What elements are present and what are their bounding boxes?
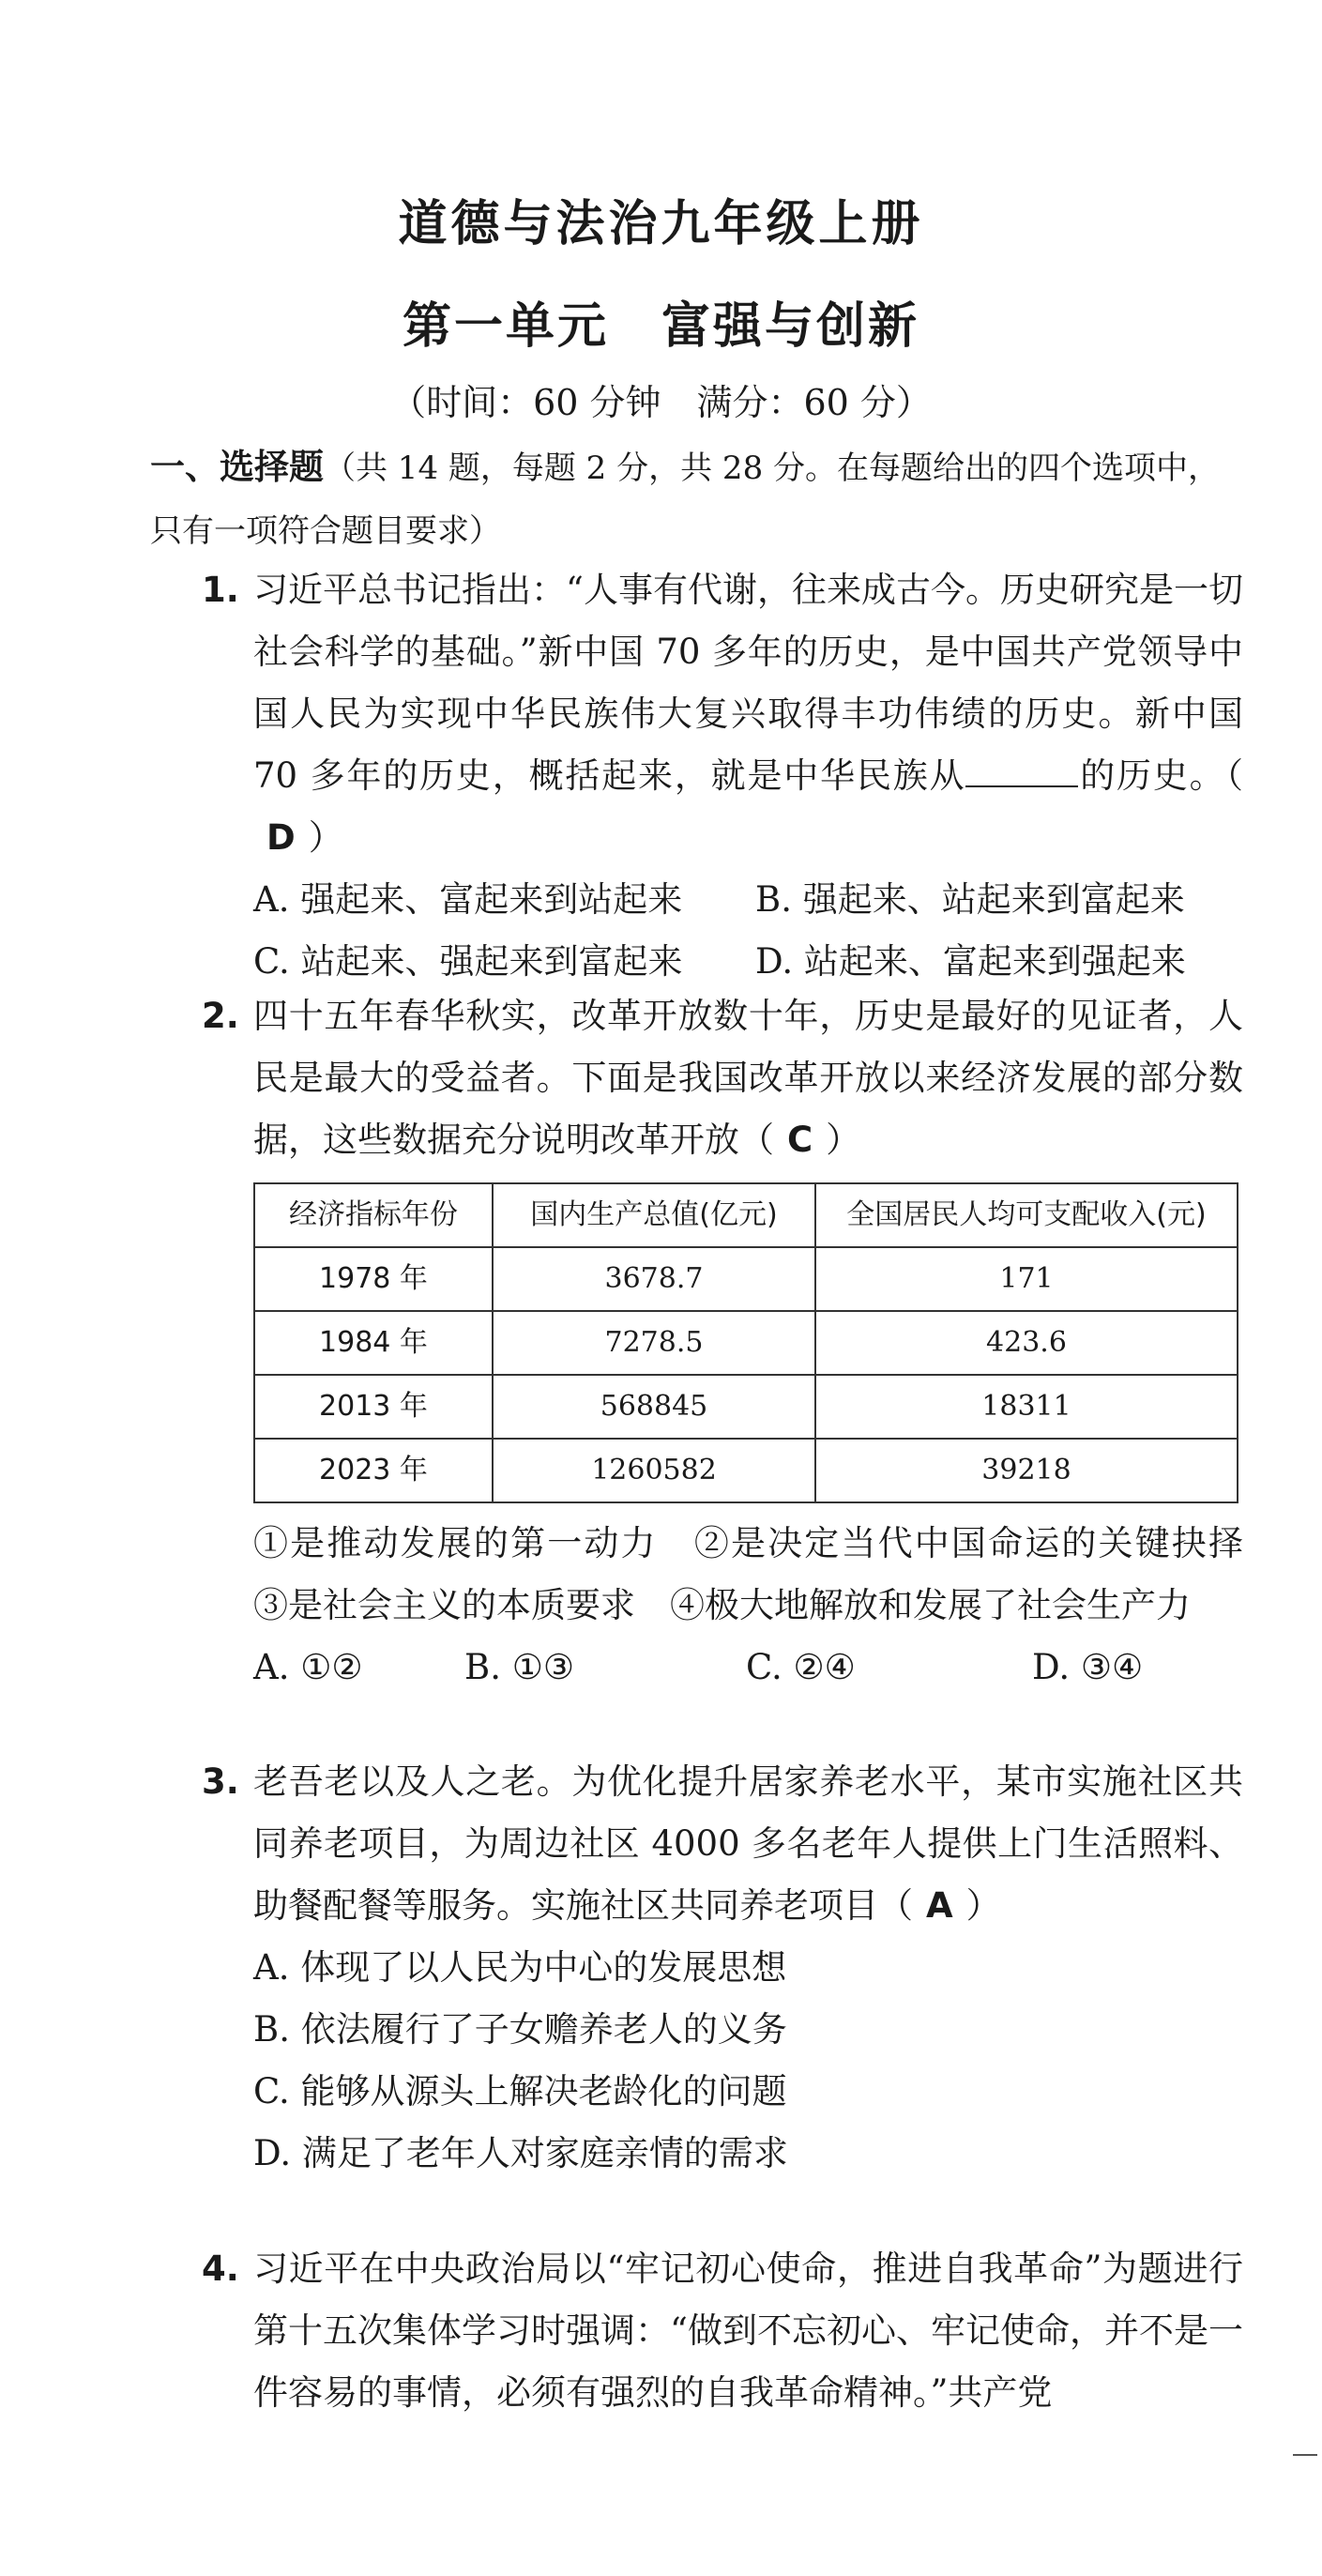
option-d: D. 站起来、富起来到强起来	[755, 941, 1186, 982]
edge-mark	[1293, 2454, 1317, 2456]
answer-blank	[965, 748, 1078, 787]
option-c: C. 能够从源头上解决老龄化的问题	[253, 2071, 787, 2111]
options	[253, 1937, 1243, 2185]
question-number: 2.	[202, 996, 239, 1036]
time-info: （时间：60 分钟 满分：60 分）	[390, 382, 932, 423]
question-number: 3.	[202, 1761, 239, 1802]
option-a: A. 强起来、富起来到站起来	[253, 879, 683, 920]
table-row: 1984 年 7278.5 423.6	[254, 1311, 1238, 1375]
unit-title	[0, 286, 1322, 357]
answer-mark: C	[787, 1120, 813, 1160]
table-header-row	[254, 1183, 1238, 1247]
table-row: 1978 年 3678.7 171	[254, 1247, 1238, 1311]
question-text: 习近平总书记指出：“人事有代谢，往来成古今。历史研究是一切社会科学的基础。”新中国 70 多年的历史，是中国共产党领导中国人民为实现中华民族伟大复兴取得丰功伟绩的历史。新中国 70 多年的历史，概括起来，就是中华民族从 的历史。（D ）	[253, 559, 1243, 869]
option-b: B. 依法履行了子女赡养老人的义务	[253, 2009, 787, 2050]
question-text: 四十五年春华秋实，改革开放数十年，历史是最好的见证者，人民是最大的受益者。下面是我国改革开放以来经济发展的部分数据，这些数据充分说明改革开放（ C ）	[253, 985, 1243, 1171]
table-header: 经济指标年份	[254, 1183, 493, 1247]
options	[253, 869, 1243, 993]
question-4	[202, 2238, 1243, 2424]
option-a: A. ①②	[253, 1647, 363, 1687]
table-header: 全国居民人均可支配收入(元)	[815, 1183, 1238, 1247]
question-1	[202, 559, 1243, 993]
economic-data-table	[253, 1182, 1238, 1503]
option-b: B. ①③	[464, 1647, 575, 1687]
statements: ①是推动发展的第一动力 ②是决定当代中国命运的关键抉择 ③是社会主义的本质要求 ④极大地解放和发展了社会生产力	[253, 1523, 1278, 1625]
option-c: C. ②④	[746, 1647, 856, 1687]
unit-name: 富强与创新	[661, 298, 920, 355]
table-row: 2023 年 1260582 39218	[254, 1439, 1238, 1502]
answer-mark: A	[926, 1885, 953, 1926]
section-description: （共 14 题，每题 2 分，共 28 分。在每题给出的四个选项中，只有一项符合题目要求）	[150, 450, 1221, 550]
unit-number: 第一单元	[402, 298, 609, 355]
option-b: B. 强起来、站起来到富起来	[755, 879, 1185, 920]
table-row: 2013 年 568845 18311	[254, 1375, 1238, 1439]
option-d: D. ③④	[1032, 1647, 1144, 1687]
question-2	[202, 985, 1278, 1699]
section-heading	[150, 436, 1238, 562]
question-text: 习近平在中央政治局以“牢记初心使命，推进自我革命”为题进行第十五次集体学习时强调：“做到不忘初心、牢记使命，并不是一件容易的事情，必须有强烈的自我革命精神。”共产党	[253, 2248, 1243, 2413]
question-3	[202, 1751, 1243, 2185]
section-label: 一、选择题	[150, 447, 324, 487]
option-c: C. 站起来、强起来到富起来	[253, 941, 683, 982]
answer-mark: D	[266, 817, 296, 858]
option-a: A. 体现了以人民为中心的发展思想	[253, 1947, 787, 1988]
question-text: 老吾老以及人之老。为优化提升居家养老水平，某市实施社区共同养老项目，为周边社区 4000 多名老年人提供上门生活照料、助餐配餐等服务。实施社区共同养老项目（ A ）	[253, 1751, 1243, 1937]
option-d: D. 满足了老年人对家庭亲情的需求	[253, 2133, 788, 2173]
question-number: 4.	[202, 2248, 239, 2289]
book-title: 道德与法治九年级上册	[398, 196, 924, 252]
table-header: 国内生产总值(亿元)	[493, 1183, 815, 1247]
question-number: 1.	[202, 570, 239, 610]
options	[253, 1637, 1243, 1699]
